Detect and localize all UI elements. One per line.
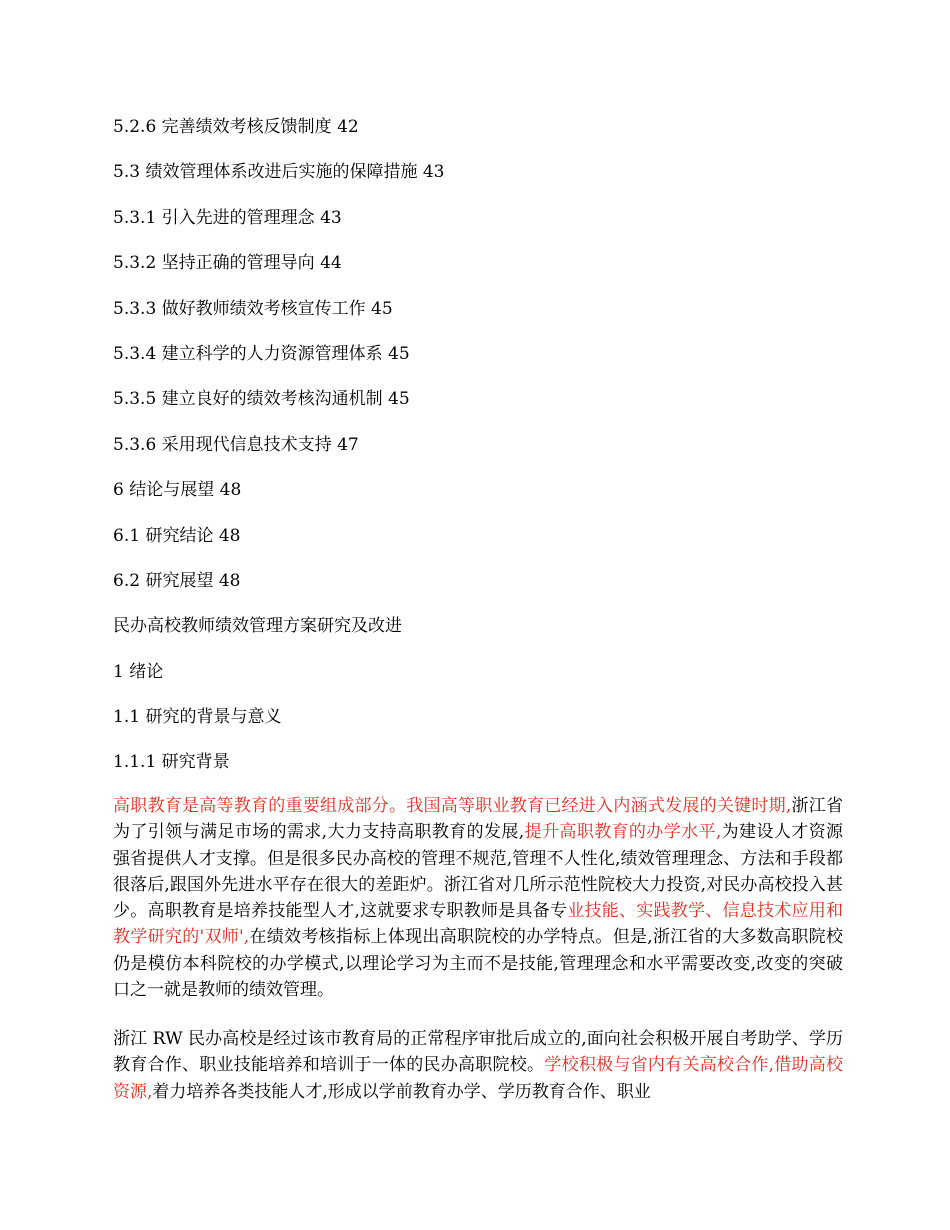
- toc-entry: 6 结论与展望 48: [113, 480, 242, 501]
- toc-entry: 6.2 研究展望 48: [113, 570, 241, 591]
- toc-entry: 5.3.4 建立科学的人力资源管理体系 45: [113, 343, 410, 364]
- section-heading: 1.1 研究的背景与意义: [113, 707, 282, 728]
- body-paragraph-school-intro: [113, 1026, 843, 1105]
- toc-entry: 5.2.6 完善绩效考核反馈制度 42: [113, 117, 359, 137]
- body-text: 浙江 RW 民办高校是经过该市教育局的正常程序审批后成立的,面向社会积极开展自考助学、学历教育合作、职业技能培养和培训于一体的民办高职院校。: [113, 1029, 843, 1076]
- document-title: 民办高校教师绩效管理方案研究及改进: [113, 616, 402, 637]
- toc-entry: 5.3.5 建立良好的绩效考核沟通机制 45: [113, 389, 410, 410]
- body-text: 为建设人才资源强省提供人才支撑。但是很多民办高校的管理不规范,管理不人性化,绩效管理理念、方法和手段都很落后,跟国外先进水平存在很大的差距炉。浙江省对几所示范性院校大力投资,对民办高校投入甚少。高职教育是培养技能型人才,这就要求专职教师是具备专: [113, 822, 844, 922]
- body-text: 浙江省为了引领与满足市场的需求,大力支持高职教育的发展,: [113, 796, 844, 843]
- highlighted-text: 学校积极与省内有关高校合作,借助高校资源,: [113, 1055, 844, 1102]
- body-text: 在绩效考核指标上体现出高职院校的办学特点。但是,浙江省的大多数高职院校仍是模仿本科院校的办学模式,以理论学习为主而不是技能,管理理念和水平需要改变,改变的突破口之一就是教师的绩效管理。: [113, 927, 843, 1001]
- subsection-heading: 1.1.1 研究背景: [113, 752, 230, 773]
- chapter-heading: 1 绪论: [113, 661, 164, 682]
- toc-entry: 5.3.6 采用现代信息技术支持 47: [113, 434, 359, 455]
- toc-entry: 5.3 绩效管理体系改进后实施的保障措施 43: [113, 162, 445, 183]
- highlighted-text: 业技能、实践教学、信息技术应用和教学研究的'双师',: [113, 901, 844, 948]
- body-paragraph-background: [113, 793, 843, 1003]
- toc-entry: 5.3.3 做好教师绩效考核宣传工作 45: [113, 298, 393, 319]
- toc-entry: 6.1 研究结论 48: [113, 525, 241, 546]
- highlighted-text: 高职教育是高等教育的重要组成部分。我国高等职业教育已经进入内涵式发展的关键时期,: [113, 796, 792, 816]
- body-text: 着力培养各类技能人才,形成以学前教育办学、学历教育合作、职业: [152, 1081, 651, 1102]
- highlighted-text: 提升高职教育的办学水平,: [524, 822, 722, 843]
- toc-entry: 5.3.1 引入先进的管理理念 43: [113, 207, 342, 228]
- table-of-contents: [113, 113, 843, 794]
- toc-entry: 5.3.2 坚持正确的管理导向 44: [113, 253, 342, 274]
